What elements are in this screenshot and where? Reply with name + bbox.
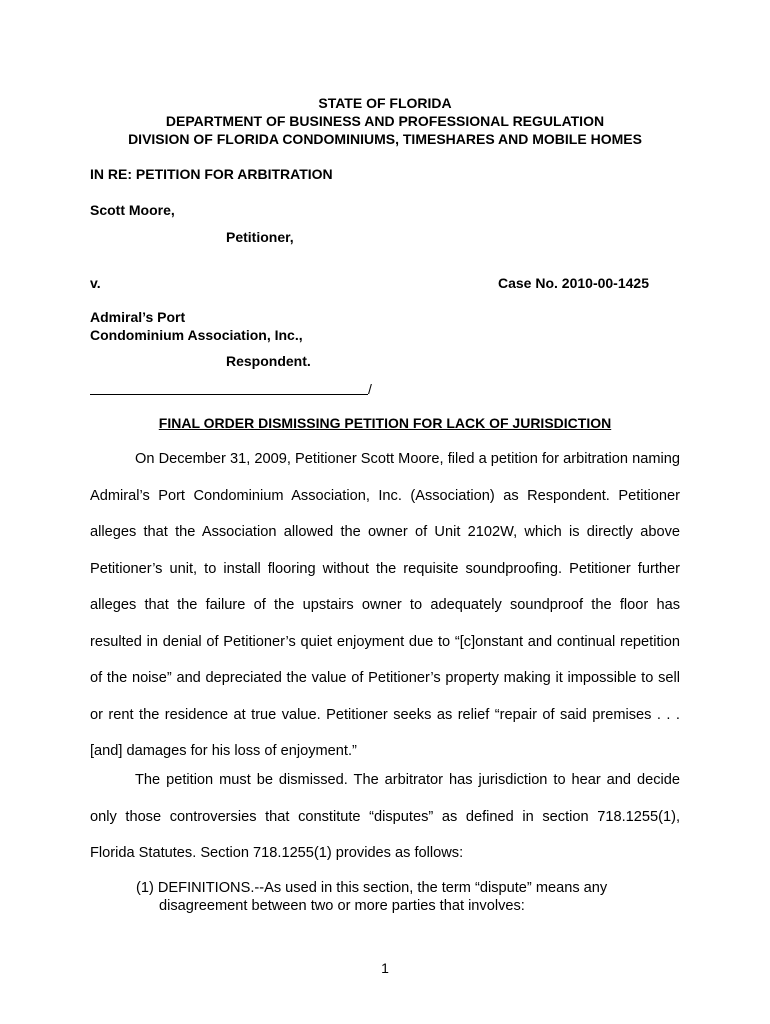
statute-quote — [136, 879, 656, 915]
versus: v. — [90, 275, 101, 291]
paragraph-1 — [90, 441, 680, 770]
paragraph-1-text: On December 31, 2009, Petitioner Scott Moore, filed a petition for arbitration naming Admiral’s Port Condominium Association, Inc. (Association) as Respondent. Petitioner alleges that the Association allowed the owner of Unit 2102W, which is directly above Petitioner’s unit, to install flooring without the requisite soundproofing. Petitioner further alleges that the failure of the upstairs owner to adequately soundproof the floor has resulted in denial of Petitioner’s quiet enjoyment due to “[c]onstant and continual repetition of the noise” and depreciated the value of Petitioner’s property making it impossible to sell or rent the residence at true value. Petitioner seeks as relief “repair of said premises . . . [and] damages for his loss of enjoyment.” — [90, 451, 680, 759]
header-department: DEPARTMENT OF BUSINESS AND PROFESSIONAL REGULATION — [165, 113, 605, 129]
order-title: FINAL ORDER DISMISSING PETITION FOR LACK OF JURISDICTION — [158, 415, 612, 431]
paragraph-2 — [90, 762, 680, 872]
caption-slash: / — [368, 381, 372, 397]
in-re-line: IN RE: PETITION FOR ARBITRATION — [90, 166, 333, 182]
header-state: STATE OF FLORIDA — [318, 95, 452, 111]
caption-rule — [90, 384, 368, 395]
statute-quote-line2: disagreement between two or more parties that involves: — [159, 898, 525, 914]
respondent-name-line2: Condominium Association, Inc., — [90, 327, 303, 343]
page-number: 1 — [381, 960, 389, 976]
petitioner-name: Scott Moore, — [90, 202, 175, 218]
respondent-role: Respondent. — [226, 353, 311, 369]
header-division: DIVISION OF FLORIDA CONDOMINIUMS, TIMESHARES AND MOBILE HOMES — [128, 131, 642, 147]
paragraph-2-text: The petition must be dismissed. The arbitrator has jurisdiction to hear and decide only those controversies that constitute “disputes” as defined in section 718.1255(1), Florida Statutes. Section 718.1255(1) provides as follows: — [90, 772, 680, 861]
respondent-name-line1: Admiral’s Port — [90, 309, 186, 325]
statute-quote-line1: (1) DEFINITIONS.--As used in this section, the term “dispute” means any — [136, 880, 608, 896]
case-number: Case No. 2010-00-1425 — [498, 275, 649, 291]
petitioner-role: Petitioner, — [226, 229, 294, 245]
